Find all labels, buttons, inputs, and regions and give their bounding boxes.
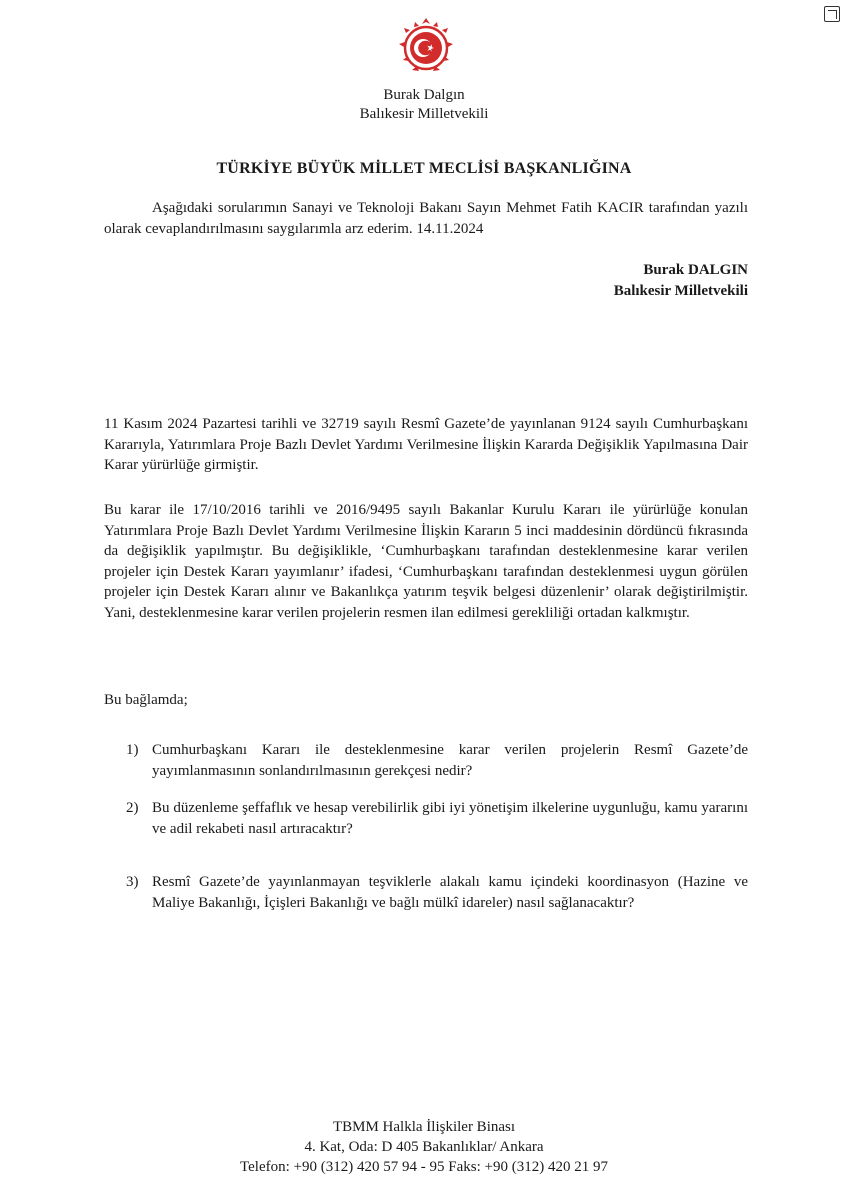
document-heading: TÜRKİYE BÜYÜK MİLLET MECLİSİ BAŞKANLIĞINA bbox=[216, 160, 632, 177]
question-number: 2) bbox=[126, 800, 139, 816]
footer-address-building: TBMM Halkla İlişkiler Binası bbox=[332, 1119, 516, 1135]
question-text: Cumhurbaşkanı Kararı ile desteklenmesine karar verilen projelerin Resmî Gazete’de yayımlanmasının sonlandırılmasının gerekçesi nedir? bbox=[152, 742, 748, 779]
footer-address-room: 4. Kat, Oda: D 405 Bakanlıklar/ Ankara bbox=[304, 1139, 544, 1155]
body-paragraph-2: Bu karar ile 17/10/2016 tarihli ve 2016/9495 sayılı Bakanlar Kurulu Kararı ile yürürlüğe konulan Yatırımlara Proje Bazlı Devlet Yardımı Verilmesine İlişkin Kararın 5 inci maddesinin dördüncü fıkrasında da değişiklik yapılmıştır. Bu değişiklikle, ‘Cumhurbaşkanı tarafından desteklenmesine karar verilen projeler için Destek Kararı yayımlanır’ ifadesi, ‘Cumhurbaşkanı tarafından desteklenmesi uygun görülen projeler için Destek Kararı alınır ve Bakanlıkça yatırım teşvik belgesi düzenlenir’ olarak değiştirilmiştir. Yani, desteklenmesine karar verilen projelerin resmen ilan edilmesi gerekliliği ortadan kalkmıştır. bbox=[104, 502, 748, 621]
body-paragraph-1: 11 Kasım 2024 Pazartesi tarihli ve 32719 sayılı Resmî Gazete’de yayınlanan 9124 sayılı Cumhurbaşkanı Kararıyla, Yatırımlara Proje Bazlı Devlet Yardımı Verilmesine İlişkin Kararda Değişiklik Yapılmasına Dair Karar yürürlüğe girmiştir. bbox=[104, 416, 748, 473]
tbmm-emblem-icon bbox=[395, 14, 457, 78]
expand-icon[interactable] bbox=[824, 6, 840, 22]
sender-name: Burak Dalgın bbox=[383, 87, 465, 103]
footer-contact: Telefon: +90 (312) 420 57 94 - 95 Faks: +90 (312) 420 21 97 bbox=[240, 1159, 608, 1175]
question-text: Bu düzenleme şeffaflık ve hesap verebilirlik gibi iyi yönetişim ilkelerine uygunluğu, kamu yararını ve adil rekabeti nasıl artıracaktır? bbox=[152, 800, 748, 837]
question-number: 1) bbox=[126, 742, 139, 758]
signature-title: Balıkesir Milletvekili bbox=[613, 282, 748, 299]
intro-paragraph: Aşağıdaki sorularımın Sanayi ve Teknoloji Bakanı Sayın Mehmet Fatih KACIR tarafından yazılı olarak cevaplandırılmasını saygılarımla arz ederim. 14.11.2024 bbox=[104, 200, 748, 237]
context-line: Bu bağlamda; bbox=[104, 692, 188, 708]
question-text: Resmî Gazete’de yayınlanmayan teşviklerle alakalı kamu içindeki koordinasyon (Hazine ve Maliye Bakanlığı, İçişleri Bakanlığı ve bağlı mülkî idareler) nasıl sağlanacaktır? bbox=[152, 874, 748, 911]
signature-block bbox=[614, 260, 748, 301]
question-number: 3) bbox=[126, 874, 139, 890]
sender-title: Balıkesir Milletvekili bbox=[359, 106, 489, 122]
signature-name: Burak DALGIN bbox=[643, 262, 748, 278]
